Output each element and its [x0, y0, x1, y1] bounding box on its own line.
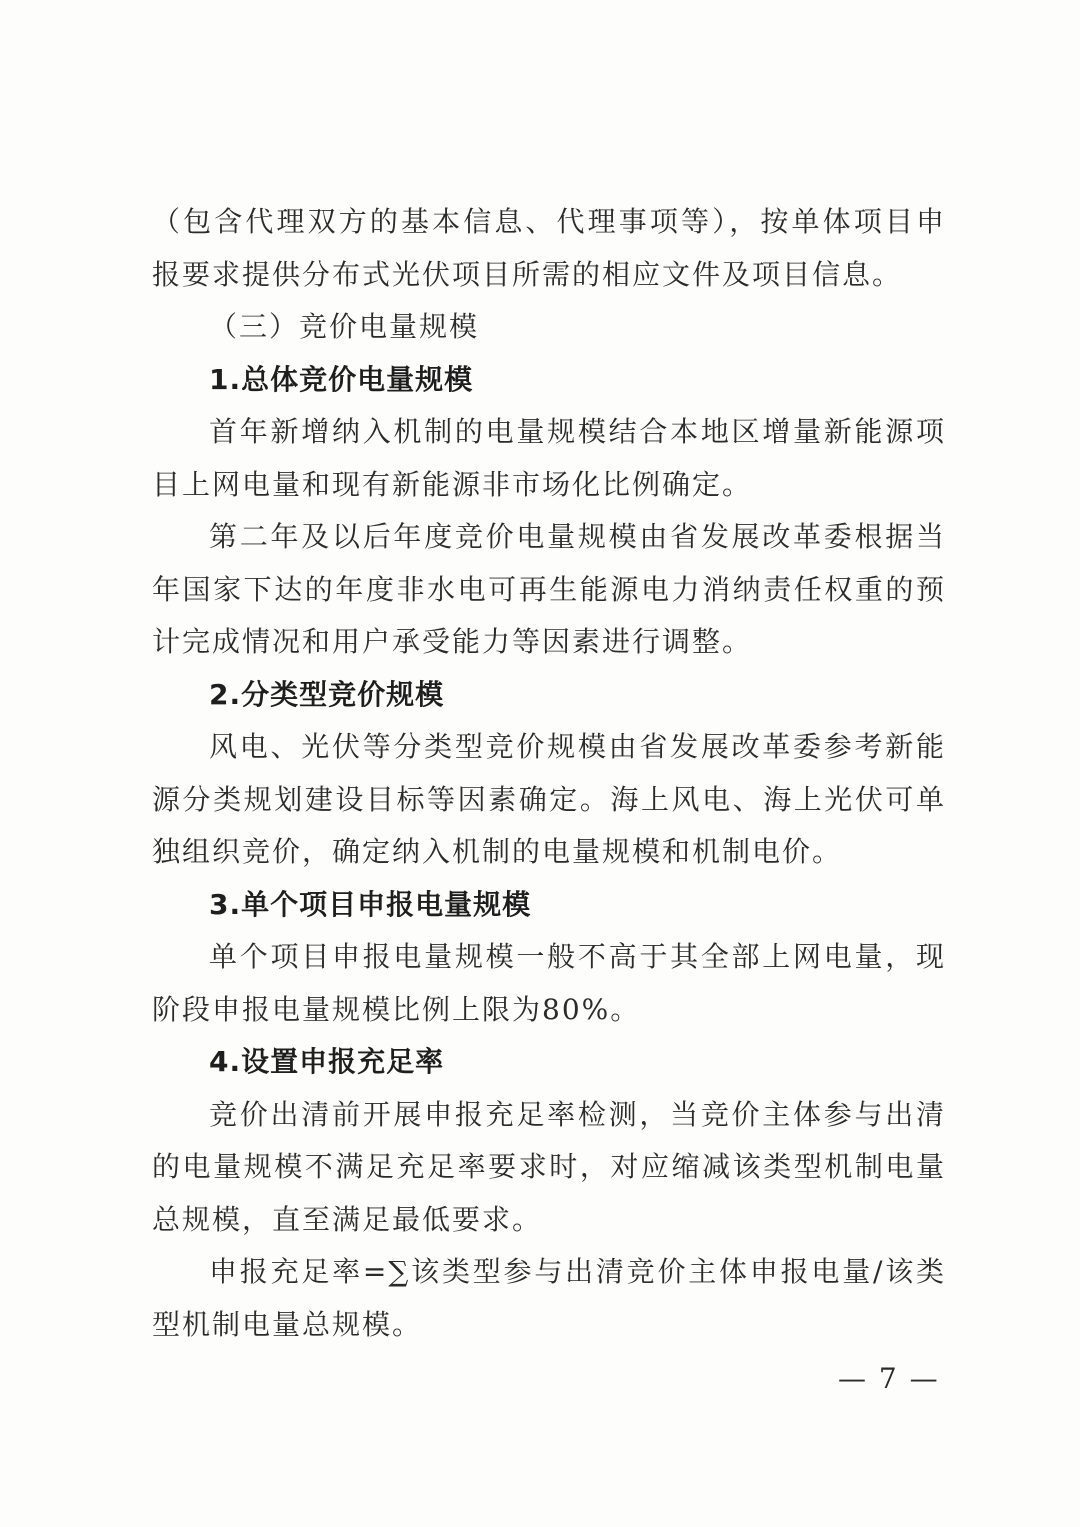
paragraph-continuation: （包含代理双方的基本信息、代理事项等），按单体项目申报要求提供分布式光伏项目所需的相应文件及项目信息。: [152, 205, 946, 291]
section-heading-bidding-scale: （三）竞价电量规模: [209, 310, 480, 343]
paragraph-adequacy-formula: 申报充足率=∑该类型参与出清竞价主体申报电量/该类型机制电量总规模。: [152, 1255, 946, 1341]
subheading-total-scale: 1.总体竞价电量规模: [209, 362, 474, 396]
document-body: [152, 196, 946, 1351]
paragraph-adequacy-check: 竞价出清前开展申报充足率检测，当竞价主体参与出清的电量规模不满足充足率要求时，对应缩减该类型机制电量总规模，直至满足最低要求。: [152, 1097, 946, 1236]
page-number: — 7 —: [838, 1362, 940, 1395]
subheading-by-type: 2.分类型竞价规模: [209, 677, 445, 711]
paragraph-single-project: 单个项目申报电量规模一般不高于其全部上网电量，现阶段申报电量规模比例上限为80%。: [152, 940, 946, 1026]
paragraph-second-year: 第二年及以后年度竞价电量规模由省发展改革委根据当年国家下达的年度非水电可再生能源电力消纳责任权重的预计完成情况和用户承受能力等因素进行调整。: [152, 520, 946, 658]
paragraph-by-type: 风电、光伏等分类型竞价规模由省发展改革委参考新能源分类规划建设目标等因素确定。海上风电、海上光伏可单独组织竞价，确定纳入机制的电量规模和机制电价。: [152, 730, 946, 868]
subheading-adequacy-rate: 4.设置申报充足率: [209, 1045, 445, 1078]
subheading-single-project: 3.单个项目申报电量规模: [209, 887, 532, 921]
paragraph-first-year: 首年新增纳入机制的电量规模结合本地区增量新能源项目上网电量和现有新能源非市场化比例确定。: [152, 415, 946, 501]
